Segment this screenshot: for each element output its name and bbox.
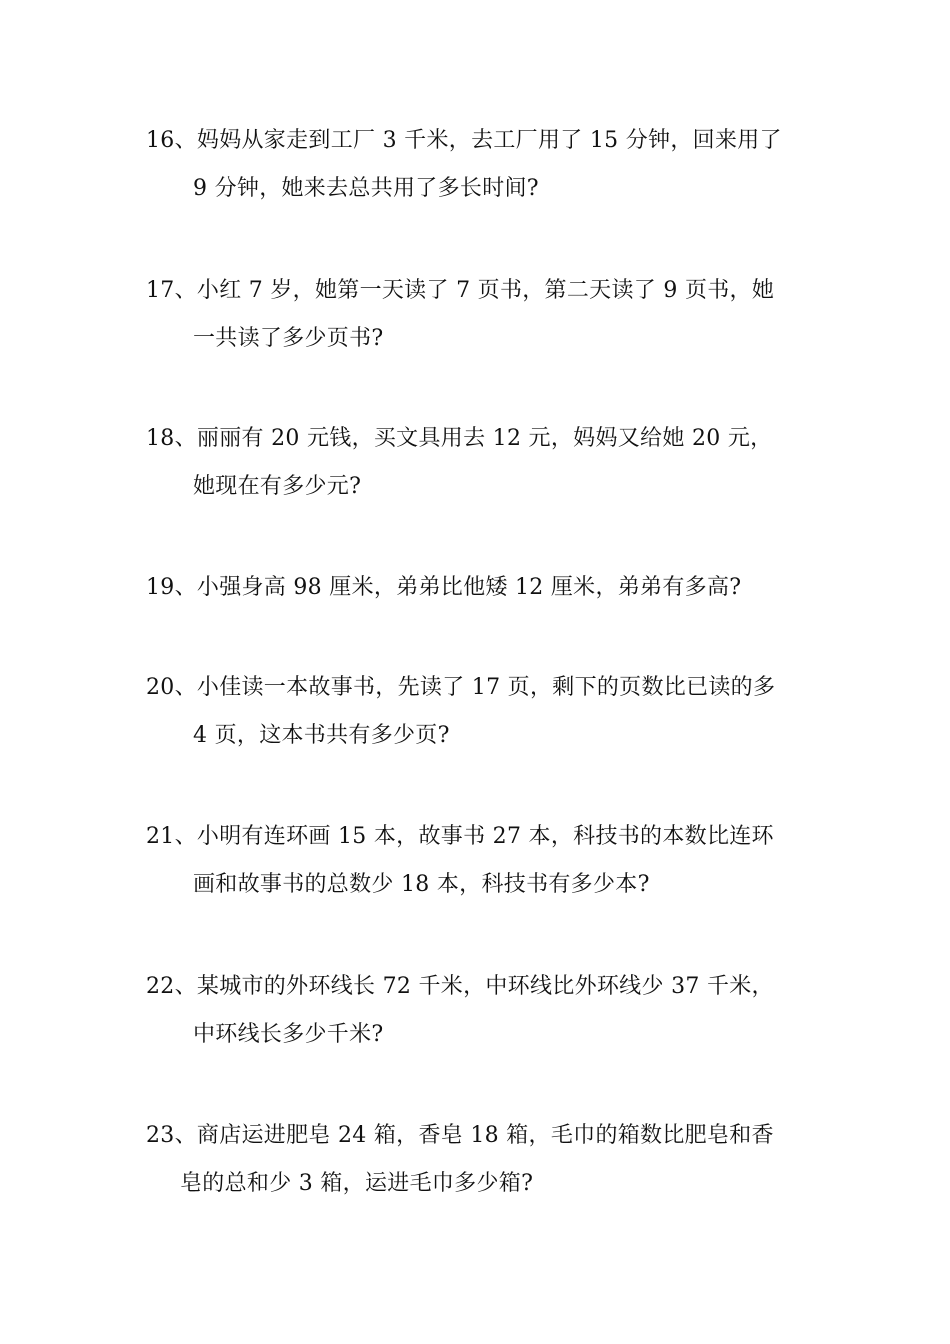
problem-text-line: 21、小明有连环画 15 本，故事书 27 本，科技书的本数比连环 [146,824,774,849]
problem-20 [146,664,826,760]
problem-16 [146,117,826,213]
problem-text-line: 一共读了多少页书? [193,326,384,351]
problem-text-line: 4 页，这本书共有多少页? [193,723,450,748]
problem-18 [146,415,826,511]
problem-text-line: 19、小强身高 98 厘米，弟弟比他矮 12 厘米，弟弟有多高? [146,575,742,600]
problem-19 [146,564,826,612]
problem-text-line: 17、小红 7 岁，她第一天读了 7 页书，第二天读了 9 页书，她 [146,278,775,303]
problem-22 [146,963,826,1059]
problem-text-line: 22、某城市的外环线长 72 千米，中环线比外环线少 37 千米， [146,974,774,999]
problem-text-line: 她现在有多少元? [193,474,362,499]
problem-text-line: 23、商店运进肥皂 24 箱，香皂 18 箱，毛巾的箱数比肥皂和香 [146,1123,774,1148]
problem-text-line: 16、妈妈从家走到工厂 3 千米，去工厂用了 15 分钟，回来用了 [146,128,782,153]
problem-text-line: 中环线长多少千米? [193,1022,384,1047]
problem-text-line: 20、小佳读一本故事书，先读了 17 页，剩下的页数比已读的多 [146,675,776,700]
problem-text-line: 画和故事书的总数少 18 本，科技书有多少本? [193,872,650,897]
problem-text-line: 9 分钟，她来去总共用了多长时间? [193,176,539,201]
problem-23 [146,1112,826,1208]
problem-text-line: 18、丽丽有 20 元钱，买文具用去 12 元，妈妈又给她 20 元， [146,426,773,451]
problem-21 [146,813,826,909]
problem-text-line: 皂的总和少 3 箱，运进毛巾多少箱? [180,1171,534,1196]
problem-17 [146,267,826,363]
